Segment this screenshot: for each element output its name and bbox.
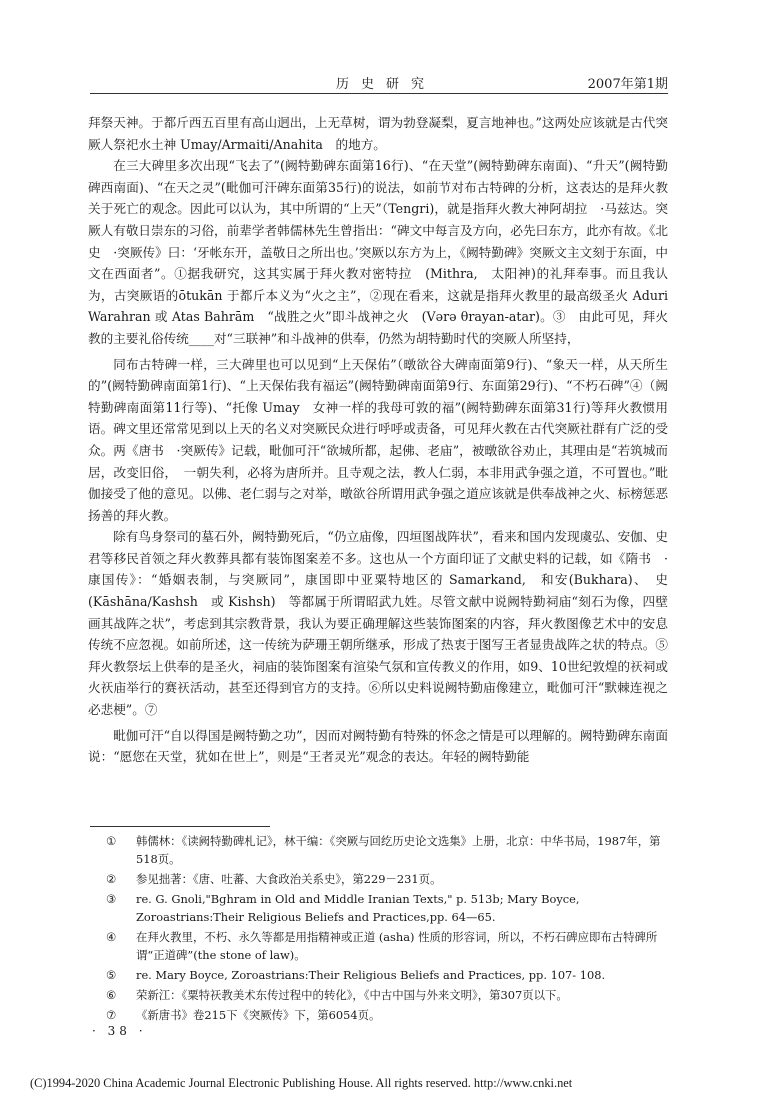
footnote-mark: ③	[106, 892, 117, 906]
footnote	[106, 928, 672, 964]
footnote-text: 参见拙著：《唐、吐蕃、大食政治关系史》，第229－231页。	[136, 872, 442, 886]
footnote-mark: ①	[106, 834, 117, 848]
paragraph-5: 毗伽可汗“自以得国是阙特勤之功”，因而对阙特勤有特殊的怀念之情是可以理解的。阙特勤碑东南面说：“愿您在天堂，犹如在世上”，则是“王者灵光”观念的表达。年轻的阙特勤能	[88, 727, 668, 765]
paragraph-3: 同布古特碑一样，三大碑里也可以见到“上天保佑”（暾欲谷大碑南面第9行)、“象天一样，从天所生的”(阙特勤碑南面第1行)、“上天保佑我有福运”(阙特勤碑南面第9行、东面第29行)、“不朽石碑”④（阙特勤碑南面第11行等)、“托像 Umay 女神一样的我母可敦的福”(阙特勤碑东面第31行)等拜火教惯用语。碑文里还常常见到以上天的名义对突厥民众进行呼呼或责备，可见拜火教在古代突厥社群有广泛的受众。两《唐书 ·突厥传》记载，毗伽可汗“欲城所都，起佛、老庙”，被暾欲谷劝止，其理由是“若筑城而居，改变旧俗， 一朝失利，必将为唐所并。且寺观之法，教人仁弱，本非用武争强之道，不可置也。”毗伽接受了他的意见。以佛、老仁弱与之对举，暾欲谷所谓用武争强之道应该就是供奉战神之火、标榜惩恶扬善的拜火教。	[88, 356, 668, 523]
footnote	[106, 890, 672, 926]
footnote	[106, 966, 672, 984]
footnote-rule	[90, 826, 270, 827]
main-text	[88, 112, 685, 768]
footnote-text: re. Mary Boyce, Zoroastrians:Their Religious Beliefs and Practices, pp. 107- 108.	[136, 968, 606, 982]
footnote	[106, 870, 672, 888]
running-header	[90, 73, 682, 93]
page-number: · 38 ·	[92, 1024, 147, 1038]
footnote-text: 《新唐书》卷215下《突厥传》下，第6054页。	[136, 1008, 381, 1022]
footnote-mark: ⑤	[106, 968, 117, 982]
footnote-mark: ⑥	[106, 988, 117, 1002]
journal-title: 历史研究	[335, 77, 436, 92]
footnote	[106, 832, 672, 868]
footnote-mark: ⑦	[106, 1008, 117, 1022]
paragraph-4: 除有鸟身祭司的墓石外，阙特勤死后，“仍立庙像，四垣图战阵状”，看来和国内发现虞弘、安伽、史君等移民首领之拜火教葬具都有装饰图案差不多。这也从一个方面印证了文献史料的记载，如《隋书 ·康国传》：“婚姻表制，与突厥同”，康国即中亚粟特地区的 Samarkand, 和安(Bukhara)、 史 (Kāshāna/Kashsh 或 Kishsh) 等都属于所谓昭武九姓。尽管文献中说阙特勤祠庙“刻石为像，四壁画其战阵之状”，考虑到其宗教背景，我认为要正确理解这些装饰图案的内容，拜火教图像艺术中的安息传统不应忽视。如前所述，这一传统为萨珊王朝所继承，形成了热衷于图写王者显贵战阵之状的特点。⑤拜火教祭坛上供奉的是圣火，祠庙的装饰图案有渲染气氛和宣传教义的作用，如9、10世纪敦煌的祆祠或火祆庙举行的赛祆活动，甚至还得到官方的支持。⑥所以史料说阙特勤庙像建立，毗伽可汗“默棘连视之必悲梗”。⑦	[88, 529, 681, 718]
footnote	[106, 1006, 672, 1024]
header-rule	[90, 93, 668, 94]
paragraph-2: 在三大碑里多次出现“飞去了”(阙特勤碑东面第16行)、“在天堂”(阙特勤碑东南面)、“升天”(阙特勤碑西南面)、“在天之灵”(毗伽可汗碑东面第35行)的说法，如前节对布古特碑的分析，这表达的是拜火教关于死亡的观念。因此可以认为，其中所谓的“上天”（Tengri)，就是指拜火教大神阿胡拉 ·马兹达。突厥人有敬日崇东的习俗，前辈学者韩儒林先生曾指出：“碑文中每言及方向，必先曰东方，此亦有故。《北史 ·突厥传》曰：‘牙帐东开，盖敬日之所出也。’突厥以东方为上，《阙特勤碑》突厥文主文刻于东面，中文在西面者”。①据我研究，这其实属于拜火教对密特拉 (Mithra, 太阳神)的礼拜奉事。而且我认为，古突厥语的ōtukān 于都斤本义为“火之主”，②现在看来，这就是指拜火教里的最高级圣火 Aduri Warahran 或 Atas Bahrām “战胜之火”即斗战神之火 (Vərə θrayan-atar)。③ 由此可见，拜火教的主要礼俗传统____对“三联神”和斗战神的供奉，仍然为胡特勤时代的突厥人所坚持，	[88, 158, 685, 346]
copyright-line: (C)1994-2020 China Academic Journal Electronic Publishing House. All rights reserved. http://www.cnki.net	[30, 1076, 573, 1090]
footnote-text: 荣新江：《粟特祆教美术东传过程中的转化》，《中古中国与外来文明》，第307页以下。	[136, 988, 568, 1002]
paragraph-1: 拜祭天神。于都斤西五百里有高山迥出，上无草树，谓为勃登凝梨，夏言地神也。”这两处应该就是古代突厥人祭祀水土神 Umay/Armaiti/Anahita 的地方。	[88, 115, 668, 152]
footnote-text: re. G. Gnoli,"Bghram in Old and Middle Iranian Texts," p. 513b; Mary Boyce, Zoroastrians:Their Religious Beliefs and Practices,pp. 64—65.	[136, 892, 580, 924]
footnotes	[106, 832, 672, 1026]
footnote	[106, 986, 672, 1004]
footnote-mark: ④	[106, 930, 117, 944]
issue-label: 2007年第1期	[587, 77, 668, 92]
footnote-text: 韩儒林：《读阙特勤碑札记》，林干编：《突厥与回纥历史论文选集》上册，北京：中华书局，1987年，第518页。	[136, 834, 661, 866]
footnote-mark: ②	[106, 872, 117, 886]
footnote-text: 在拜火教里，不朽、永久等都是用指精神或正道 (asha) 性质的形容词，所以，不朽石碑应即布古特碑所谓“正道碑”(the stone of law)。	[136, 930, 658, 962]
